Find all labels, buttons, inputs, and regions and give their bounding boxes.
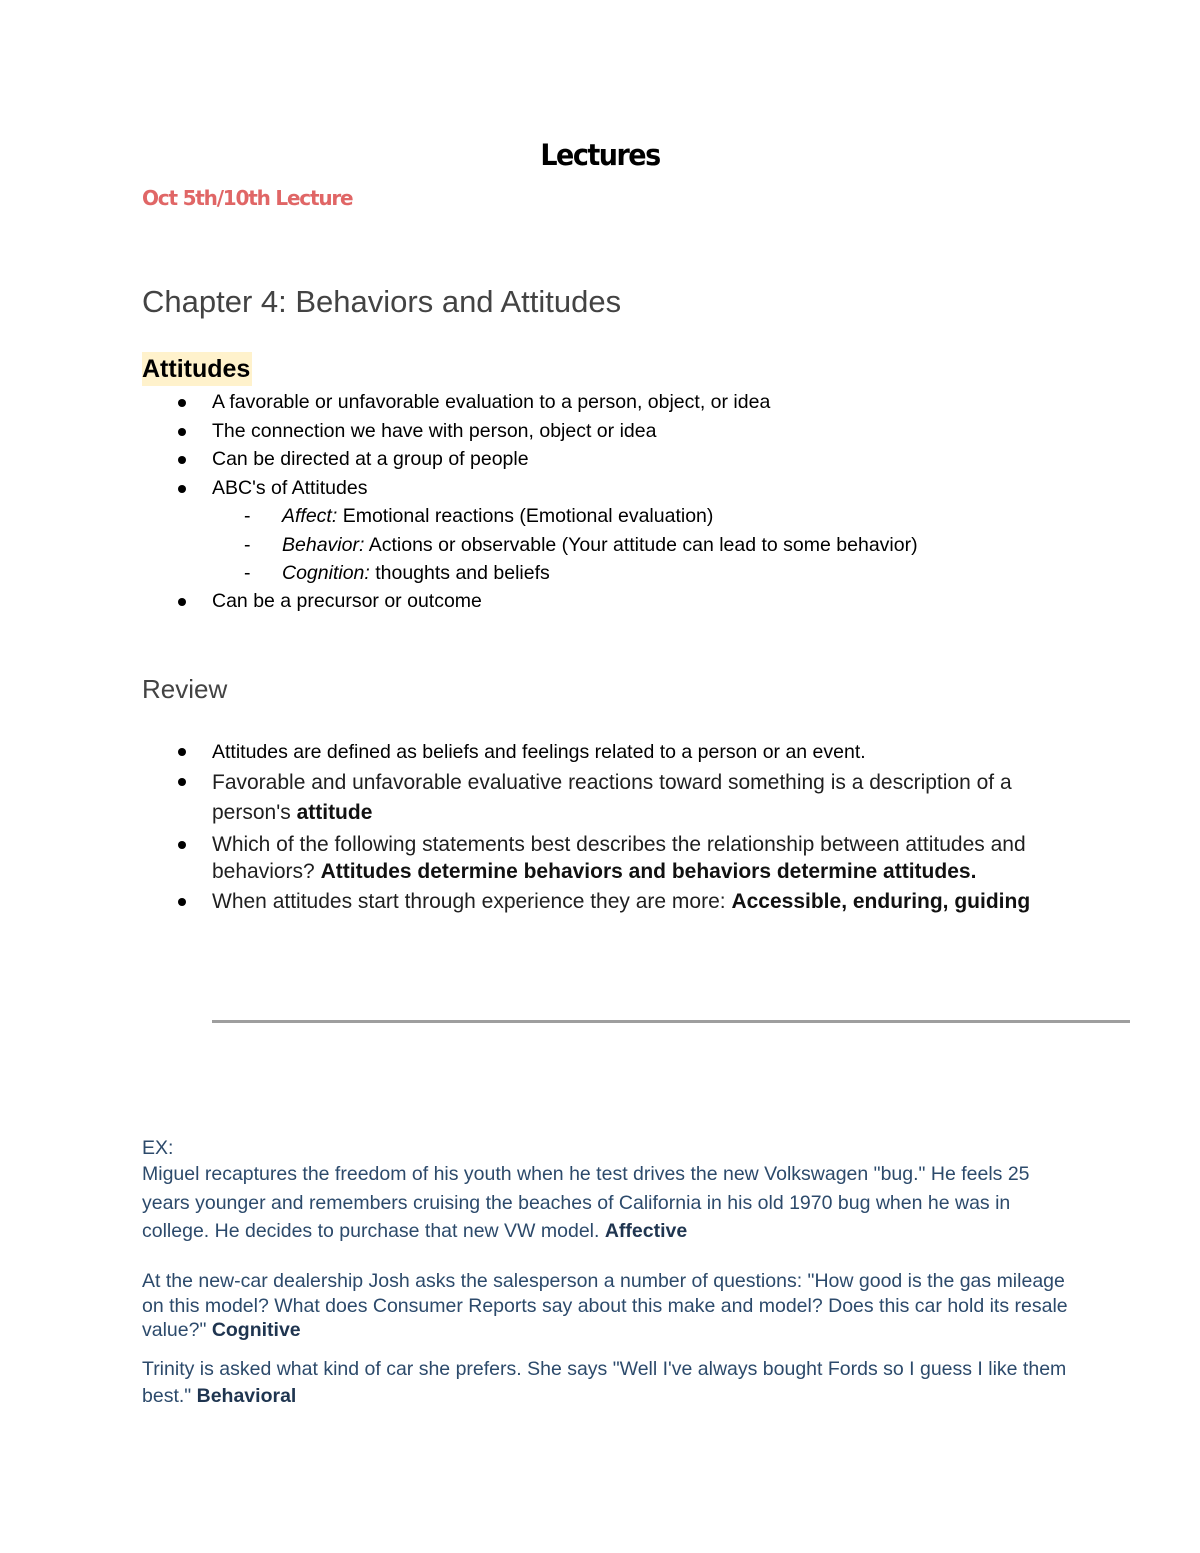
- bullet-icon: [178, 456, 186, 464]
- review-answer: attitude: [296, 801, 373, 824]
- list-item: [178, 587, 1078, 616]
- dash-icon: -: [244, 533, 251, 556]
- review-list: [178, 738, 1058, 915]
- sub-list-item: [178, 559, 1078, 588]
- document-title: Lectures: [540, 138, 660, 173]
- list-item-text: The connection we have with person, object or idea: [212, 419, 657, 442]
- review-question: When attitudes start through experience they are more:: [212, 890, 732, 913]
- list-item-text: ABC's of Attitudes: [212, 476, 368, 499]
- list-item: [178, 831, 1058, 885]
- attitudes-list: [178, 388, 1078, 502]
- example-answer: Affective: [604, 1220, 688, 1242]
- review-question: Attitudes are defined as beliefs and feelings related to a person or an event.: [212, 741, 866, 763]
- example-text: Trinity is asked what kind of car she prefers. She says "Well I've always bought Fords so I guess I like them best.": [142, 1358, 1067, 1407]
- abc-sub-list: [178, 502, 1078, 588]
- list-item: [178, 474, 1078, 503]
- example-paragraph: [142, 1269, 1072, 1343]
- attitudes-list-end: [178, 587, 1078, 616]
- example-text: At the new-car dealership Josh asks the salesperson a number of questions: "How good is the gas mileage on this model? What does Consumer Reports say about this make and model? Does this car hold its resale value?": [142, 1270, 1068, 1341]
- bullet-icon: [178, 898, 186, 906]
- example-text: Miguel recaptures the freedom of his youth when he test drives the new Volkswagen "bug." He feels 25 years younger and remembers cruising the beaches of California in his old 1970 bug when he was in college. He decides to purchase that new VW model.: [142, 1163, 1030, 1242]
- bullet-icon: [178, 485, 186, 493]
- abc-term: Cognition:: [282, 562, 370, 584]
- review-heading: Review: [142, 674, 228, 704]
- bullet-icon: [178, 748, 186, 756]
- list-item-text: Can be directed at a group of people: [212, 448, 529, 470]
- bullet-icon: [178, 778, 186, 786]
- list-item: [178, 388, 1078, 417]
- example-answer: Behavioral: [196, 1385, 297, 1407]
- list-item: [178, 768, 1058, 828]
- abc-text: Actions or observable (Your attitude can lead to some behavior): [364, 533, 918, 556]
- example-answer: Cognitive: [211, 1319, 301, 1341]
- sub-list-item: [178, 531, 1078, 560]
- list-item: [178, 738, 1058, 766]
- chapter-heading: Chapter 4: Behaviors and Attitudes: [142, 284, 622, 319]
- examples-label: EX:: [142, 1137, 174, 1159]
- attitudes-heading: Attitudes: [142, 352, 252, 386]
- review-question: Favorable and unfavorable evaluative reactions toward something is a description of a person's: [212, 771, 1012, 824]
- abc-text: Emotional reactions (Emotional evaluation): [337, 505, 714, 527]
- bullet-icon: [178, 841, 186, 849]
- list-item-text: A favorable or unfavorable evaluation to a person, object, or idea: [212, 391, 771, 413]
- list-item-text: Can be a precursor or outcome: [212, 590, 482, 612]
- bullet-icon: [178, 598, 186, 606]
- review-answer: Accessible, enduring, guiding: [731, 890, 1031, 913]
- bullet-icon: [178, 399, 186, 407]
- example-paragraph: [142, 1160, 1072, 1246]
- list-item: [178, 445, 1078, 474]
- dash-icon: -: [244, 562, 251, 584]
- example-paragraph: [142, 1356, 1072, 1410]
- sub-list-item: [178, 502, 1078, 531]
- abc-text: thoughts and beliefs: [369, 562, 550, 584]
- lecture-date-subtitle: Oct 5th/10th Lecture: [142, 186, 353, 210]
- horizontal-divider: [212, 1020, 1130, 1023]
- list-item: [178, 888, 1058, 915]
- bullet-icon: [178, 428, 186, 436]
- review-answer: Attitudes determine behaviors and behaviors determine attitudes.: [320, 860, 977, 883]
- abc-term: Behavior:: [282, 533, 365, 556]
- abc-term: Affect:: [282, 505, 338, 527]
- list-item: [178, 417, 1078, 446]
- dash-icon: -: [244, 505, 251, 527]
- review-question: Which of the following statements best describes the relationship between attitudes and behaviors?: [212, 833, 1026, 883]
